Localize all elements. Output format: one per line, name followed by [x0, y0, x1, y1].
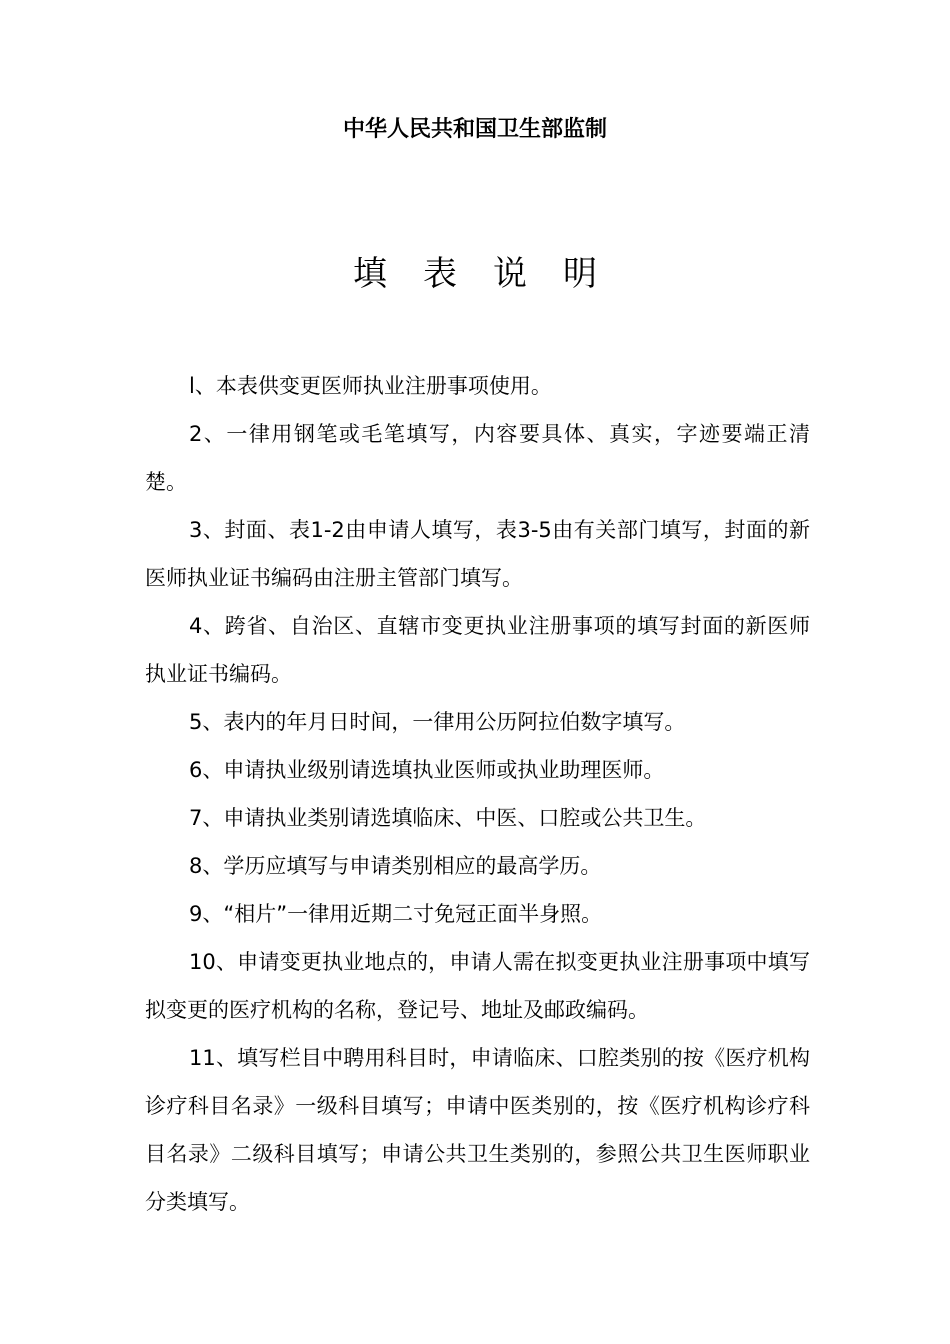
instruction-item: l、本表供变更医师执业注册事项使用。 — [189, 374, 552, 398]
issuer-line: 中华人民共和国卫生部监制 — [342, 117, 607, 142]
instruction-item: 4、跨省、自治区、直辖市变更执业注册事项的填写封面的新医师执业证书编码。 — [145, 614, 810, 686]
instruction-item: 8、学历应填写与申请类别相应的最高学历。 — [189, 854, 602, 878]
instruction-item: 3、封面、表1-2由申请人填写，表3-5由有关部门填写，封面的新医师执业证书编码由注册主管部门填写。 — [145, 518, 810, 590]
instruction-item: 10、申请变更执业地点的，申请人需在拟变更执业注册事项中填写拟变更的医疗机构的名称，登记号、地址及邮政编码。 — [145, 950, 810, 1022]
instruction-item: 7、申请执业类别请选填临床、中医、口腔或公共卫生。 — [189, 806, 707, 830]
instruction-item: 2、一律用钢笔或毛笔填写，内容要具体、真实，字迹要端正清楚。 — [145, 422, 810, 494]
instruction-item: 9、“相片”一律用近期二寸免冠正面半身照。 — [189, 902, 603, 926]
instruction-item: 11、填写栏目中聘用科目时，申请临床、口腔类别的按《医疗机构诊疗科目名录》一级科目填写；申请中医类别的，按《医疗机构诊疗科目名录》二级科目填写；申请公共卫生类别的，参照公共卫生医师职业分类填写。 — [145, 1046, 810, 1214]
instruction-list — [145, 362, 810, 1226]
page-title: 填表说明 — [353, 254, 633, 294]
instruction-item: 6、申请执业级别请选填执业医师或执业助理医师。 — [189, 758, 665, 782]
instruction-item: 5、表内的年月日时间，一律用公历阿拉伯数字填写。 — [189, 710, 686, 734]
